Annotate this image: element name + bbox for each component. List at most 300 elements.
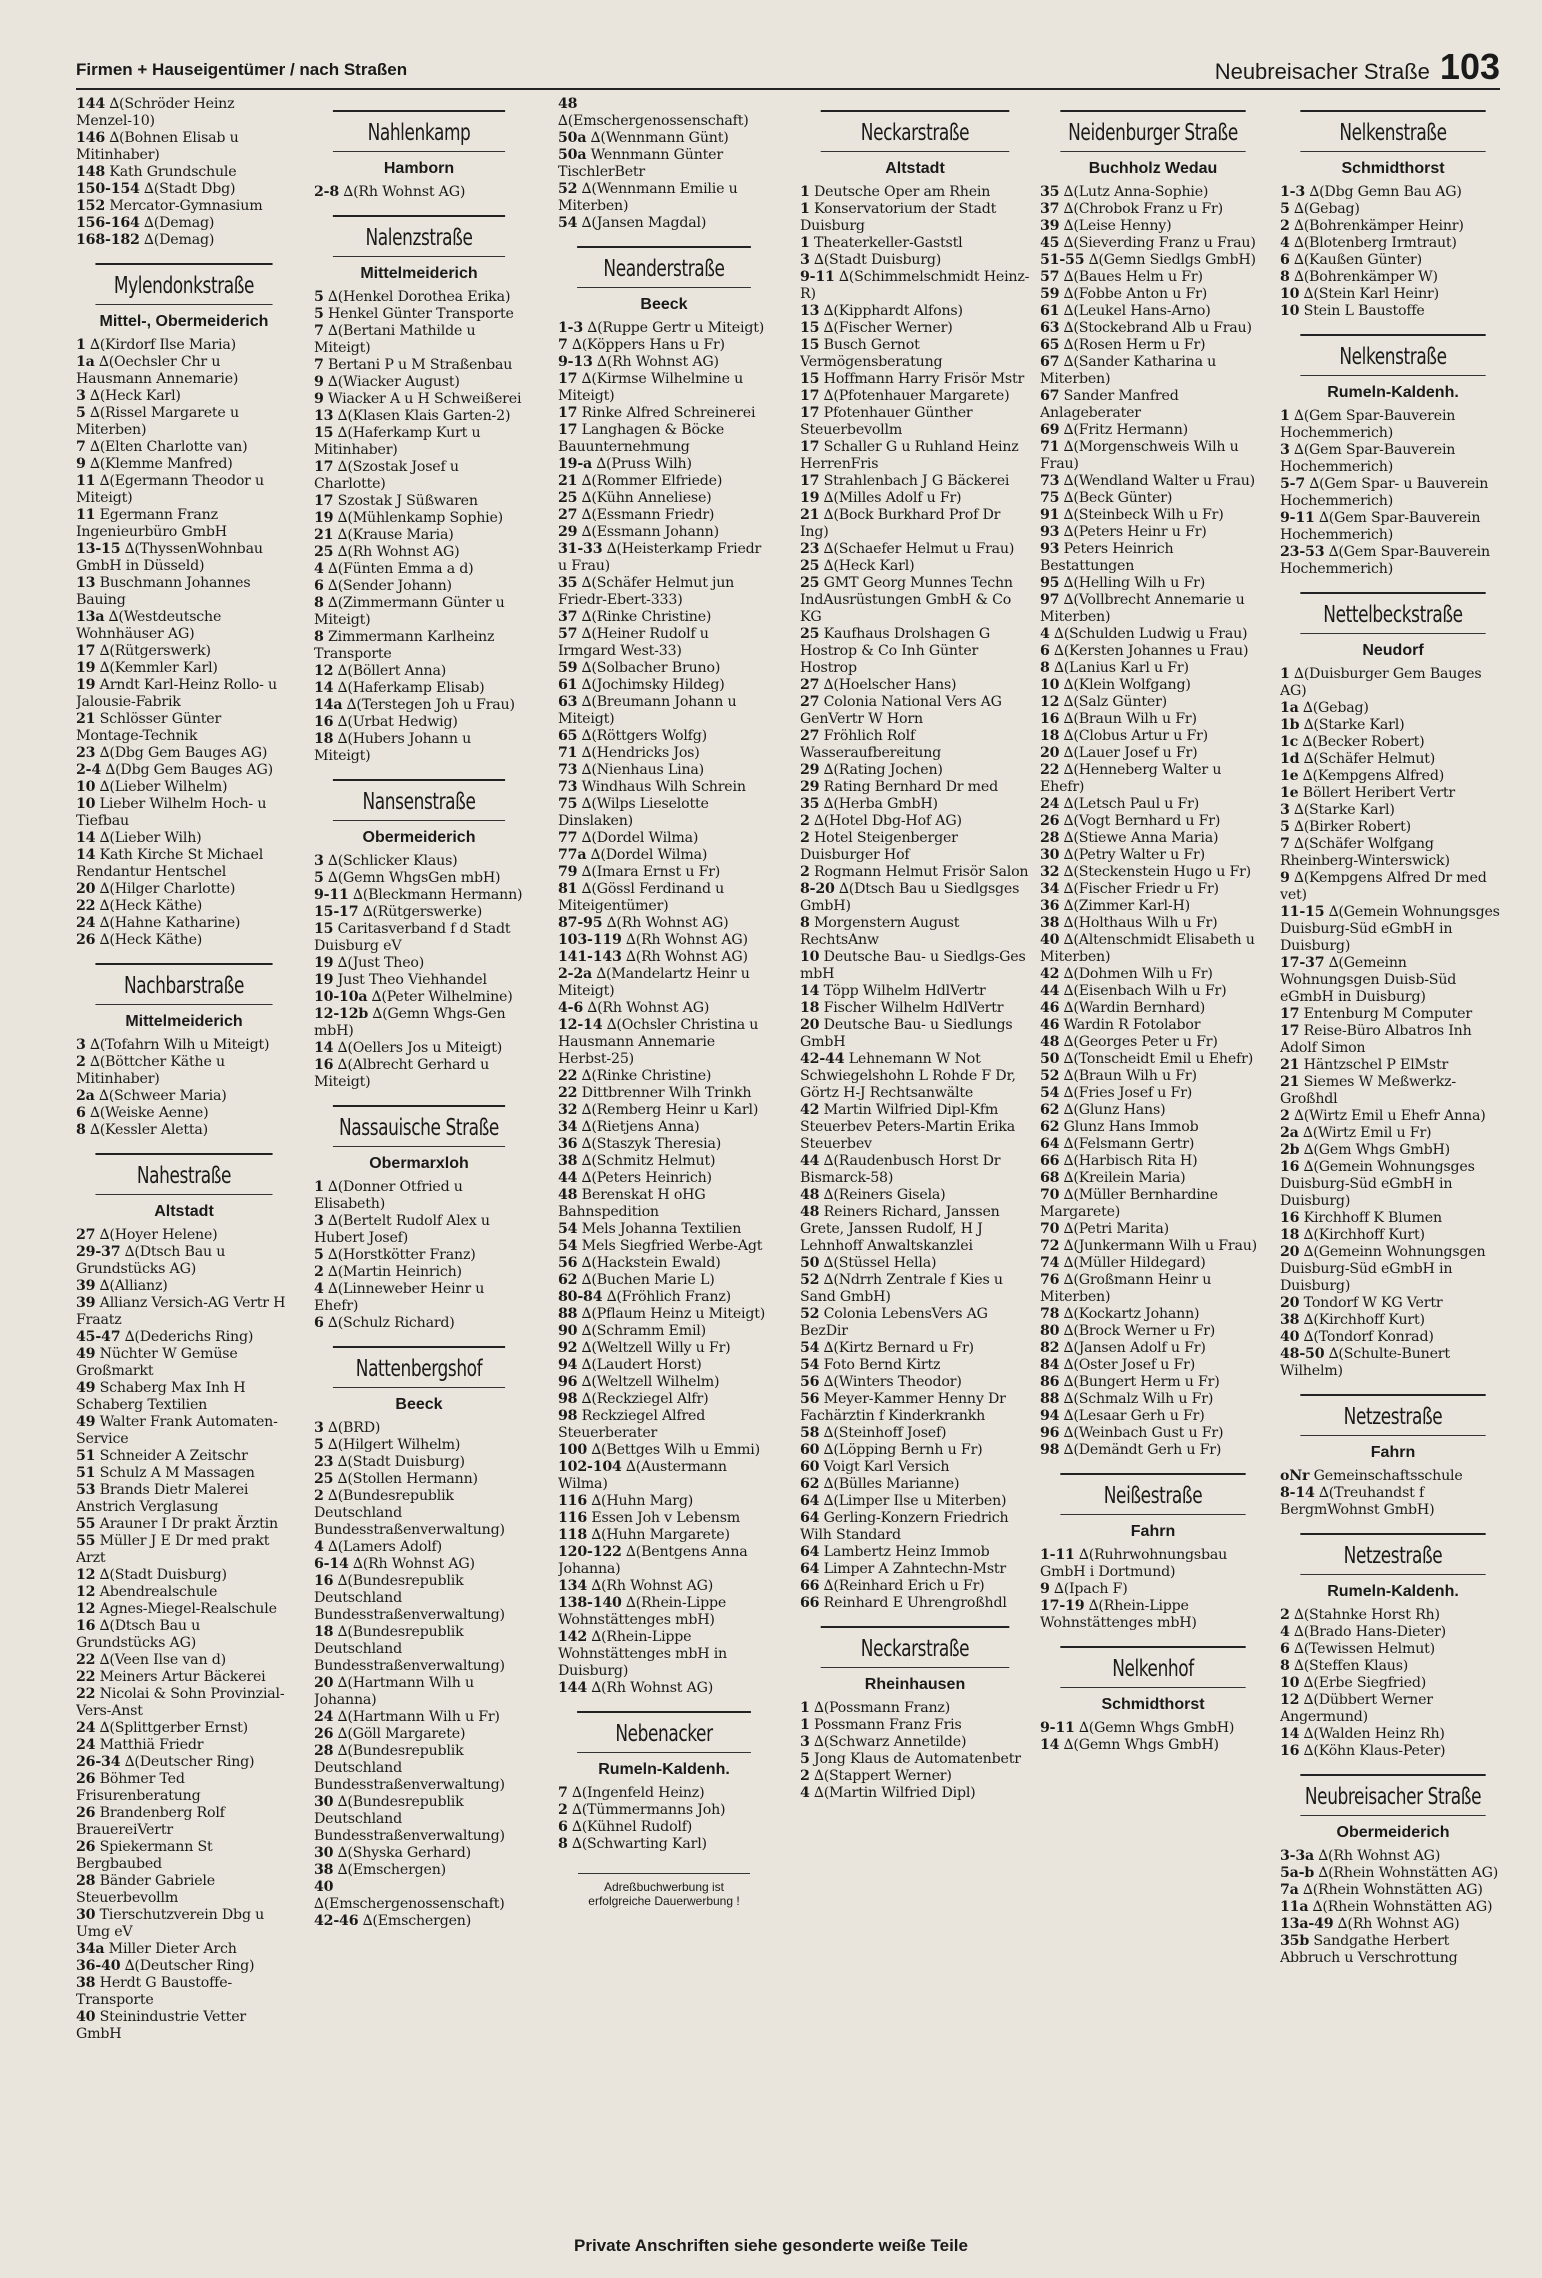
entry-text: ∆(Müller Bernhardine Margarete) <box>1040 1187 1218 1220</box>
house-number: 3 <box>314 1420 324 1436</box>
entry-text: Martin Wilfried Dipl-Kfm Steuerbev Peters-Martin Erika Steuerbev <box>800 1102 1015 1152</box>
list-item <box>1040 1085 1266 1102</box>
entry-text: ∆(Dtsch Bau u Grundstücks AG) <box>76 1244 226 1277</box>
list-item <box>558 694 770 728</box>
entry-text: ∆(Bungert Herm u Fr) <box>1059 1374 1220 1390</box>
house-number: 40 <box>1280 1329 1300 1345</box>
entry-text: ∆(Bundesrepublik Deutschland Bundesstraßenverwaltung) <box>314 1743 505 1793</box>
entry-text: ∆(Duisburger Gem Bauges AG) <box>1280 666 1482 699</box>
entry-text: ∆(Donner Otfried u Elisabeth) <box>314 1179 463 1212</box>
entry-text: ∆(Kirdorf Ilse Maria) <box>85 337 236 353</box>
list-item <box>1040 1425 1266 1442</box>
list-item <box>1280 1023 1506 1057</box>
house-number: 23 <box>76 745 96 761</box>
house-number: 8 <box>1280 1658 1290 1674</box>
house-number: oNr <box>1280 1468 1310 1484</box>
entry-text: ∆(Veen Ilse van d) <box>95 1652 226 1668</box>
house-number: 14 <box>314 680 334 696</box>
house-number: 32 <box>558 1102 578 1118</box>
house-number: 148 <box>76 164 106 180</box>
house-number: 38 <box>1280 1312 1300 1328</box>
house-number: 3 <box>1280 442 1290 458</box>
house-number: 38 <box>76 1975 96 1991</box>
list-item <box>1040 1136 1266 1153</box>
entry-text: ∆(Pflaum Heinz u Miteigt) <box>577 1306 766 1322</box>
entry-text: ∆(Linneweber Heinr u Ehefr) <box>314 1281 485 1314</box>
house-number: 103-119 <box>558 932 622 948</box>
list-item <box>558 1374 770 1391</box>
list-item <box>76 337 292 354</box>
entry-text: ∆(Tofahrn Wilh u Miteigt) <box>85 1037 270 1053</box>
entry-text: ∆(Rh Wohnst AG) <box>1333 1916 1460 1932</box>
header-rule <box>76 88 1500 90</box>
entry-text: Stein L Baustoffe <box>1299 303 1425 319</box>
house-number: 17 <box>1280 1006 1300 1022</box>
entry-text: ∆(Göll Margarete) <box>333 1726 466 1742</box>
list-item <box>314 853 524 870</box>
entry-text: ∆(Rating Jochen) <box>819 762 943 778</box>
house-number: 63 <box>1040 320 1060 336</box>
entry-text: ∆(Reiners Gisela) <box>819 1187 946 1203</box>
entry-text: ∆(Böllert Anna) <box>333 663 447 679</box>
house-number: 59 <box>558 660 578 676</box>
entry-text: ∆(Henneberg Walter u Ehefr) <box>1040 762 1222 795</box>
entry-text: ∆(Steinbeck Wilh u Fr) <box>1059 507 1224 523</box>
entry-text: ∆(Heck Karl) <box>819 558 915 574</box>
list-item <box>1040 1581 1266 1598</box>
house-number: 73 <box>558 779 578 795</box>
house-number: 152 <box>76 198 106 214</box>
list-item <box>800 1272 1030 1306</box>
house-number: 10 <box>76 779 96 795</box>
list-item <box>558 1289 770 1306</box>
house-number: 2a <box>1280 1125 1299 1141</box>
entry-text: ∆(Martin Wilfried Dipl) <box>809 1785 976 1801</box>
entry-text: Hoffmann Harry Frisör Mstr <box>819 371 1025 387</box>
entry-text: ∆(Blotenberg Irmtraut) <box>1289 235 1457 251</box>
district-label: Obermarxloh <box>369 1155 469 1172</box>
house-number: 19 <box>76 660 96 676</box>
header-section-label: Firmen + Hauseigentümer / nach Straßen <box>76 60 408 79</box>
house-number: 19-a <box>558 456 593 472</box>
entry-text: ∆(Schwarting Karl) <box>567 1836 707 1852</box>
list-item <box>1040 643 1266 660</box>
house-number: 5 <box>314 1247 324 1263</box>
list-item <box>314 1573 524 1624</box>
entry-text: ∆(Gössl Ferdinand u Miteigentümer) <box>558 881 725 914</box>
entry-text: ∆(Hoyer Helene) <box>95 1227 218 1243</box>
house-number: 26 <box>76 1805 96 1821</box>
house-number: 1 <box>800 235 810 251</box>
house-number: 54 <box>558 1221 578 1237</box>
entry-text: ∆(Dohmen Wilh u Fr) <box>1059 966 1213 982</box>
entry-text: ∆(Großmann Heinr u Miterben) <box>1040 1272 1212 1305</box>
house-number: 5 <box>1280 201 1290 217</box>
entry-text: Mels Johanna Textilien <box>577 1221 742 1237</box>
page-footer: Private Anschriften siehe gesonderte weiße Teile <box>574 2236 968 2255</box>
list-item <box>76 1754 292 1771</box>
entry-text: ∆(Bleckmann Hermann) <box>348 887 523 903</box>
house-number: 10 <box>1280 1675 1300 1691</box>
list-item <box>800 881 1030 915</box>
house-number: 9-11 <box>800 269 835 285</box>
list-item <box>558 762 770 779</box>
list-item <box>800 983 1030 1000</box>
entry-text: ∆(Lieber Wilhelm) <box>95 779 228 795</box>
list-item <box>800 1561 1030 1578</box>
list-item <box>1040 269 1266 286</box>
house-number: 14 <box>76 847 96 863</box>
list-item <box>1040 1153 1266 1170</box>
list-item <box>558 847 770 864</box>
house-number: 66 <box>800 1578 820 1594</box>
list-item <box>558 1442 770 1459</box>
list-item <box>558 1153 770 1170</box>
list-item <box>76 1652 292 1669</box>
entry-text: ∆(Jansen Magdal) <box>577 215 707 231</box>
list-item <box>314 1006 524 1040</box>
list-item <box>800 252 1030 269</box>
house-number: 17 <box>1280 1023 1300 1039</box>
house-number: 3 <box>314 853 324 869</box>
list-item <box>314 1040 524 1057</box>
entry-text: ∆(Laudert Horst) <box>577 1357 702 1373</box>
list-item <box>1040 1051 1266 1068</box>
list-item <box>1280 870 1506 904</box>
list-item <box>800 813 1030 830</box>
house-number: 20 <box>1280 1244 1300 1260</box>
list-item <box>76 1686 292 1720</box>
entry-text: ∆(Gem Spar-Bauverein Hochemmerich) <box>1280 442 1456 475</box>
list-item <box>314 1879 524 1913</box>
list-item <box>558 422 770 456</box>
house-number: 141-143 <box>558 949 622 965</box>
list-item <box>558 1119 770 1136</box>
house-number: 2 <box>314 1264 324 1280</box>
house-number: 14 <box>1040 1737 1060 1753</box>
list-item <box>558 405 770 422</box>
entry-text: Meyer-Kammer Henny Dr Fachärztin f Kinderkrankh <box>800 1391 1006 1424</box>
house-number: 61 <box>558 677 578 693</box>
list-item <box>76 439 292 456</box>
house-number: 1e <box>1280 785 1299 801</box>
house-number: 17 <box>558 371 578 387</box>
house-number: 14 <box>76 830 96 846</box>
list-item <box>1280 1006 1506 1023</box>
house-number: 1b <box>1280 717 1300 733</box>
list-item <box>800 371 1030 388</box>
house-number: 38 <box>1040 915 1060 931</box>
house-number: 15 <box>800 337 820 353</box>
list-item <box>1280 1057 1506 1074</box>
list-item <box>1040 235 1266 252</box>
house-number: 8 <box>1040 660 1050 676</box>
entry-text: ∆(Pfotenhauer Margarete) <box>819 388 1010 404</box>
entry-text: Morgenstern August RechtsAnw <box>800 915 960 948</box>
entry-text: ∆(Rütgerswerke) <box>358 904 483 920</box>
list-item <box>1040 728 1266 745</box>
list-item <box>800 626 1030 677</box>
list-item <box>1280 1312 1506 1329</box>
list-item <box>76 1448 292 1465</box>
entry-text: ∆(Kemmler Karl) <box>95 660 218 676</box>
house-number: 2 <box>558 1802 568 1818</box>
house-number: 1-3 <box>1280 184 1306 200</box>
house-number: 10 <box>800 949 820 965</box>
house-number: 54 <box>800 1357 820 1373</box>
house-number: 24 <box>76 1720 96 1736</box>
street-title: Nahestraße <box>95 1153 272 1195</box>
entry-text: ∆(Wiacker August) <box>323 374 460 390</box>
house-number: 48 <box>1040 1034 1060 1050</box>
list-item <box>76 1227 292 1244</box>
house-number: 120-122 <box>558 1544 622 1560</box>
list-item <box>558 1493 770 1510</box>
house-number: 8-14 <box>1280 1485 1315 1501</box>
list-item <box>800 1017 1030 1051</box>
house-number: 26 <box>1040 813 1060 829</box>
house-number: 3 <box>314 1213 324 1229</box>
entry-text: Spiekermann St Bergbaubed <box>76 1839 213 1872</box>
house-number: 93 <box>1040 524 1060 540</box>
entry-text: ∆(Stadt Duisburg) <box>333 1454 465 1470</box>
house-number: 5a-b <box>1280 1865 1315 1881</box>
list-item <box>800 439 1030 473</box>
house-number: 2 <box>800 830 810 846</box>
list-item <box>800 1357 1030 1374</box>
entry-text: ∆(Stollen Hermann) <box>333 1471 478 1487</box>
house-number: 6 <box>1280 1641 1290 1657</box>
entry-text: ∆(Bundesrepublik Deutschland Bundesstraßenverwaltung) <box>314 1573 505 1623</box>
house-number: 64 <box>800 1561 820 1577</box>
list-item <box>1040 1374 1266 1391</box>
list-item <box>800 1051 1030 1102</box>
list-item <box>1280 408 1506 442</box>
list-item <box>800 1340 1030 1357</box>
entry-text: ∆(Kessler Aletta) <box>85 1122 208 1138</box>
list-item <box>558 1238 770 1255</box>
house-number: 73 <box>1040 473 1060 489</box>
list-item <box>800 1425 1030 1442</box>
list-item <box>558 1187 770 1221</box>
list-item <box>76 1037 292 1054</box>
list-item <box>314 544 524 561</box>
list-item <box>1040 626 1266 643</box>
list-item <box>314 323 524 357</box>
entry-text: Strahlenbach J G Bäckerei <box>819 473 1010 489</box>
list-item <box>1280 1159 1506 1210</box>
street-title: Nattenbergshof <box>333 1346 505 1388</box>
house-number: 1 <box>1280 666 1290 682</box>
entry-text: ∆(Demändt Gerh u Fr) <box>1059 1442 1222 1458</box>
list-item <box>314 921 524 955</box>
list-item <box>76 181 292 198</box>
list-item <box>76 881 292 898</box>
entry-text: ∆(Müller Hildegard) <box>1059 1255 1206 1271</box>
entry-text: ∆(Rh Wohnst AG) <box>587 1680 714 1696</box>
house-number: 26 <box>76 1839 96 1855</box>
list-item <box>558 1785 770 1802</box>
entry-text: ∆(Clobus Artur u Fr) <box>1059 728 1209 744</box>
list-item <box>314 510 524 527</box>
house-number: 1 <box>800 201 810 217</box>
entry-text: ∆(Klemme Manfred) <box>85 456 233 472</box>
house-number: 44 <box>1040 983 1060 999</box>
house-number: 36-40 <box>76 1958 121 1974</box>
list-item <box>1280 1142 1506 1159</box>
list-item <box>558 1272 770 1289</box>
house-number: 9 <box>1040 1581 1050 1597</box>
house-number: 17-37 <box>1280 955 1325 971</box>
house-number: 49 <box>76 1380 96 1396</box>
district-label: Altstadt <box>154 1203 214 1220</box>
list-item <box>558 881 770 915</box>
house-number: 13 <box>76 575 96 591</box>
list-item <box>1040 1357 1266 1374</box>
entry-text: ∆(Weltzell Willy u Fr) <box>577 1340 731 1356</box>
list-item <box>558 473 770 490</box>
entry-text: ∆(Baues Helm u Fr) <box>1059 269 1203 285</box>
list-item <box>76 164 292 181</box>
house-number: 2 <box>800 864 810 880</box>
list-item <box>76 677 292 711</box>
entry-text: ∆(Erbe Siegfried) <box>1299 1675 1427 1691</box>
house-number: 6 <box>1040 643 1050 659</box>
house-number: 20 <box>1040 745 1060 761</box>
list-item <box>558 1819 770 1836</box>
entry-text: ∆(Hackstein Ewald) <box>577 1255 721 1271</box>
house-number: 16 <box>1280 1159 1300 1175</box>
entry-text: ∆(Kipphardt Alfons) <box>819 303 963 319</box>
entry-text: ∆(Dordel Wilma) <box>586 847 708 863</box>
house-number: 65 <box>1040 337 1060 353</box>
list-item <box>1280 1210 1506 1227</box>
house-number: 12-12b <box>314 1006 369 1022</box>
entry-text: ∆(Rütgerswerk) <box>95 643 211 659</box>
house-number: 64 <box>800 1493 820 1509</box>
list-item <box>800 575 1030 626</box>
entry-text: Konservatorium der Stadt Duisburg <box>800 201 997 234</box>
house-number: 20 <box>76 881 96 897</box>
house-number: 23-53 <box>1280 544 1325 560</box>
street-title: Mylendonkstraße <box>95 263 272 305</box>
entry-text: ∆(Sender Johann) <box>323 578 452 594</box>
entry-text: ∆(Emschergen) <box>358 1913 472 1929</box>
entry-text: ∆(Stadt Duisburg) <box>809 252 942 268</box>
entry-text: ∆(Schweer Maria) <box>94 1088 227 1104</box>
list-item <box>314 697 524 714</box>
entry-text: ∆(Rh Wohnst AG) <box>621 932 748 948</box>
list-item <box>1040 1340 1266 1357</box>
list-item <box>314 1247 524 1264</box>
street-title: Nebenacker <box>577 1711 751 1753</box>
list-item <box>314 989 524 1006</box>
house-number: 16 <box>314 1573 334 1589</box>
house-number: 26 <box>314 1726 334 1742</box>
list-item <box>800 677 1030 694</box>
list-item <box>76 609 292 643</box>
entry-text: Bänder Gabriele Steuerbevollm <box>76 1873 215 1906</box>
list-item <box>558 1068 770 1085</box>
house-number: 25 <box>314 544 334 560</box>
list-item <box>1040 1737 1266 1754</box>
entry-text: Wardin R Fotolabor <box>1059 1017 1201 1033</box>
entry-text: Müller J E Dr med prakt Arzt <box>76 1533 270 1566</box>
list-item <box>558 728 770 745</box>
list-item <box>314 1454 524 1471</box>
house-number: 51-55 <box>1040 252 1085 268</box>
house-number: 17 <box>314 493 334 509</box>
list-item <box>314 870 524 887</box>
entry-text: ∆(Rh Wohnst AG) <box>621 949 748 965</box>
list-item <box>800 796 1030 813</box>
district-label: Hamborn <box>383 160 455 177</box>
house-number: 27 <box>558 507 578 523</box>
entry-text: Böhmer Ted Frisurenberatung <box>76 1771 201 1804</box>
entry-text: ∆(Junkermann Wilh u Frau) <box>1059 1238 1257 1254</box>
entry-text: ∆(Ruppe Gertr u Miteigt) <box>583 320 765 336</box>
entry-text: ∆(Wendland Walter u Frau) <box>1059 473 1255 489</box>
entry-text: ∆(Kreilein Maria) <box>1059 1170 1186 1186</box>
house-number: 25 <box>800 558 820 574</box>
list-item <box>76 1805 292 1839</box>
list-item <box>800 1374 1030 1391</box>
entry-text: ∆(Rhein-Lippe Wohnstättenges mbH in Duisburg) <box>558 1629 727 1679</box>
entry-text: ∆(Petry Walter u Fr) <box>1059 847 1205 863</box>
house-number: 25 <box>314 1471 334 1487</box>
entry-text: ∆(Hartmann Wilh u Fr) <box>333 1709 500 1725</box>
entry-text: ∆(Heck Käthe) <box>95 898 203 914</box>
house-number: 64 <box>800 1510 820 1526</box>
list-item <box>76 1771 292 1805</box>
house-number: 1-3 <box>558 320 584 336</box>
entry-text: ∆(Starke Karl) <box>1289 802 1395 818</box>
entry-text: Schaller G u Ruhland Heinz HerrenFris <box>800 439 1019 472</box>
list-item <box>314 1437 524 1454</box>
house-number: 76 <box>1040 1272 1060 1288</box>
house-number: 64 <box>800 1544 820 1560</box>
entry-text: ∆(Schimmelschmidt Heinz-R) <box>800 269 1030 302</box>
entry-text: ∆(Reinhard Erich u Fr) <box>819 1578 985 1594</box>
house-number: 37 <box>558 609 578 625</box>
list-item <box>1040 303 1266 320</box>
entry-text: ∆(Schäfer Helmut jun Friedr-Ebert-333) <box>558 575 735 608</box>
entry-text: ∆(Heiner Rudolf u Irmgard West-33) <box>558 626 709 659</box>
house-number: 10 <box>1280 286 1300 302</box>
list-item <box>558 541 770 575</box>
list-item <box>314 493 524 510</box>
list-item <box>314 731 524 765</box>
list-item <box>314 1539 524 1556</box>
entry-text: ∆(Krause Maria) <box>333 527 454 543</box>
house-number: 12 <box>76 1601 96 1617</box>
entry-text: ∆(Bundesrepublik Deutschland Bundesstraßenverwaltung) <box>314 1488 505 1538</box>
list-item <box>558 745 770 762</box>
entry-text: Schulz A M Massagen <box>95 1465 255 1481</box>
list-item <box>1040 932 1266 966</box>
house-number: 35 <box>800 796 820 812</box>
entry-text: Sander Manfred Anlageberater <box>1040 388 1179 421</box>
list-item <box>1280 904 1506 955</box>
list-item <box>314 527 524 544</box>
house-number: 55 <box>76 1516 96 1532</box>
entry-text: ∆(Allianz) <box>95 1278 168 1294</box>
list-item <box>800 949 1030 983</box>
entry-text: ∆(Birker Robert) <box>1289 819 1411 835</box>
house-number: 66 <box>800 1595 820 1611</box>
house-number: 46 <box>1040 1017 1060 1033</box>
house-number: 7 <box>1280 836 1290 852</box>
